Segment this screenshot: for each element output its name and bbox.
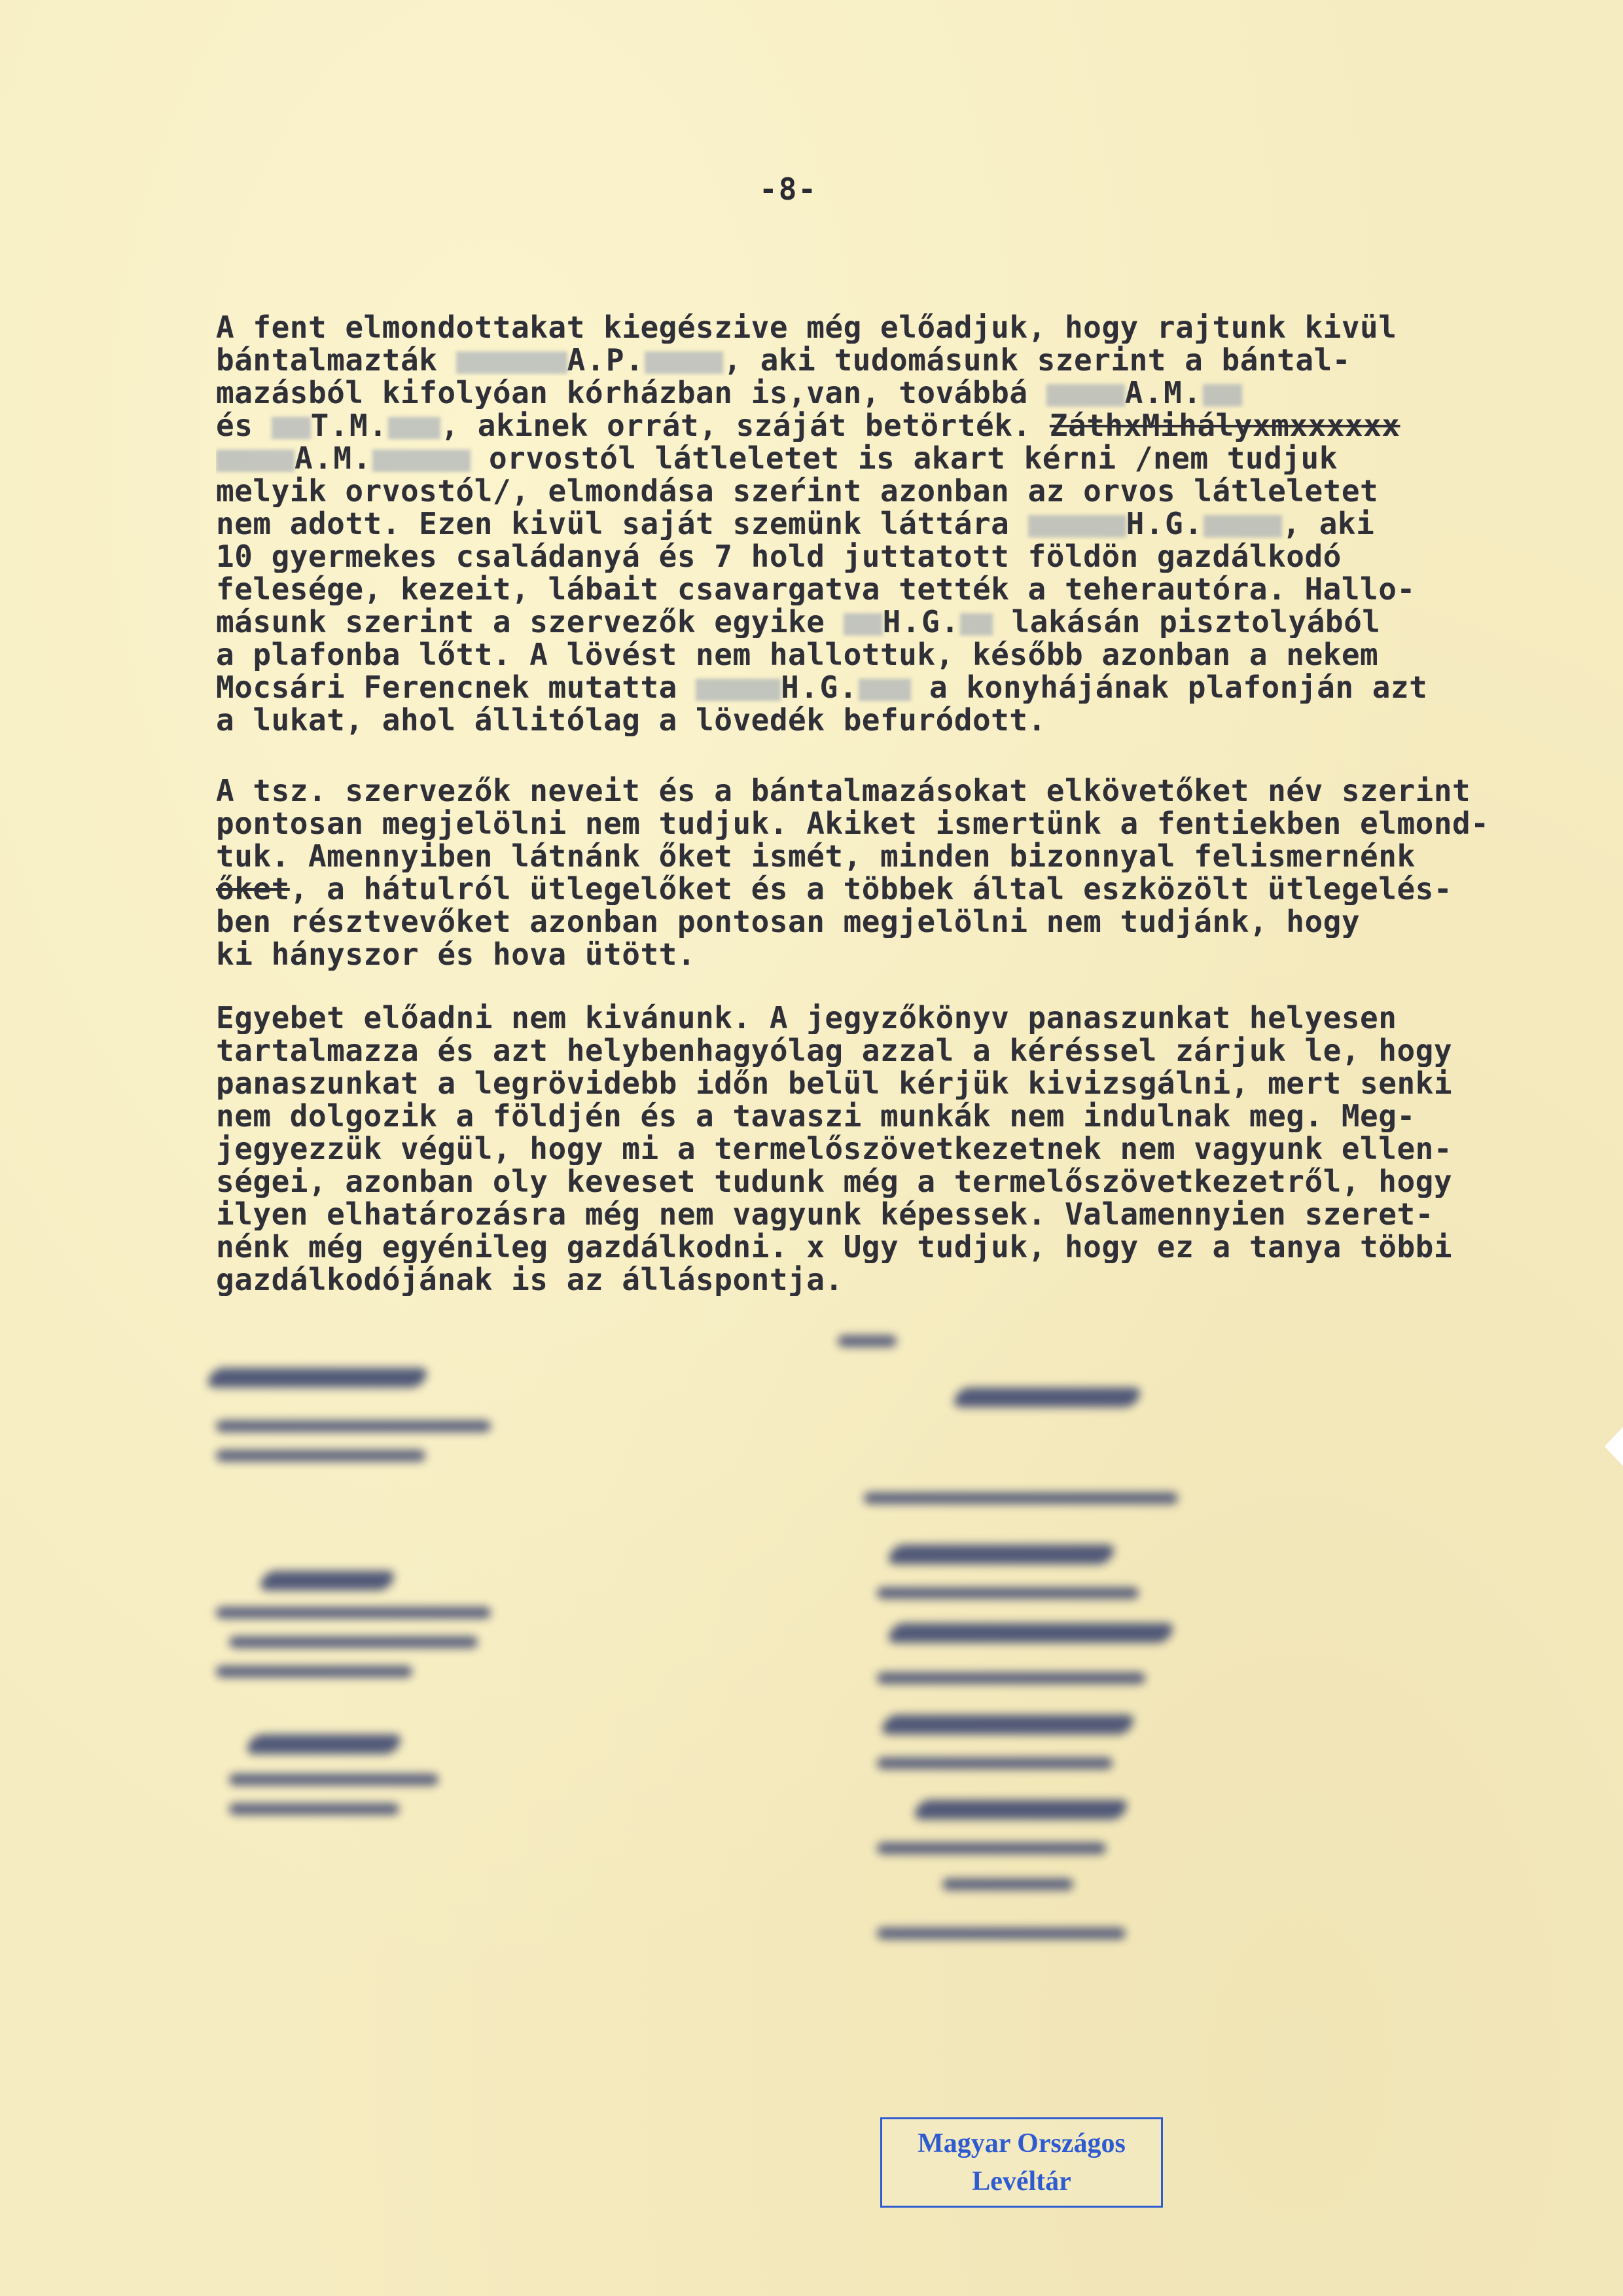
line-text: Mocsári Ferencnek mutatta bbox=[216, 671, 696, 704]
text-line bbox=[216, 442, 1564, 475]
signature-block bbox=[157, 1316, 1374, 1970]
line-text: gazdálkodójának is az álláspontja. bbox=[216, 1263, 844, 1296]
line-text: ben résztvevőket azonban pontosan megjelölni nem tudjánk, hogy bbox=[216, 905, 1361, 938]
text-line bbox=[216, 807, 1564, 840]
signature-name-line bbox=[229, 1636, 478, 1648]
text-line bbox=[216, 311, 1564, 344]
text-line bbox=[216, 1067, 1564, 1100]
line-text: pontosan megjelölni nem tudjuk. Akiket ismertünk a fentiekben elmond- bbox=[216, 807, 1489, 840]
text-line bbox=[216, 1132, 1564, 1165]
line-text: A tsz. szervezők neveit és a bántalmazásokat elkövetőket név szerint bbox=[216, 774, 1471, 807]
line-text: , aki bbox=[1282, 507, 1375, 540]
signature-name-line bbox=[864, 1492, 1178, 1504]
paragraph-perpetrators bbox=[216, 774, 1564, 971]
text-line bbox=[216, 1034, 1564, 1067]
redaction-blur bbox=[456, 351, 567, 374]
text-line bbox=[216, 605, 1564, 638]
text-line bbox=[216, 704, 1564, 736]
redaction-blur bbox=[1046, 384, 1125, 406]
text-line bbox=[216, 1165, 1564, 1198]
signature-name-line bbox=[216, 1420, 491, 1432]
line-text: nem adott. Ezen kivül saját szemünk láttára bbox=[216, 507, 1028, 540]
text-line bbox=[216, 475, 1564, 507]
line-text: orvostól látleletet is akart kérni /nem tudjuk bbox=[470, 442, 1338, 475]
line-text: nem dolgozik a földjén és a tavaszi munkák nem indulnak meg. Meg- bbox=[216, 1100, 1416, 1132]
signature-name-line bbox=[216, 1607, 491, 1619]
line-text: A fent elmondottakat kiegészive még előadjuk, hogy rajtunk kivül bbox=[216, 311, 1397, 344]
paragraph-testimony bbox=[216, 311, 1564, 736]
line-text: bántalmazták bbox=[216, 344, 456, 376]
text-line bbox=[216, 638, 1564, 671]
struck-text: őket bbox=[216, 872, 290, 905]
signature-scribble bbox=[205, 1368, 430, 1388]
text-line bbox=[216, 872, 1564, 905]
line-text: tartalmazza és azt helybenhagyólag azzal a kéréssel zárjuk le, hogy bbox=[216, 1034, 1453, 1067]
redaction-blur bbox=[960, 613, 993, 636]
line-text: ki hányszor és hova ütött. bbox=[216, 938, 696, 971]
line-text: ilyen elhatározásra még nem vagyunk képessek. Valamennyien szeret- bbox=[216, 1198, 1434, 1230]
redaction-blur bbox=[1204, 515, 1282, 537]
archive-stamp-line2: Levéltár bbox=[972, 2166, 1071, 2197]
redaction-blur bbox=[696, 679, 781, 701]
page-edge-notch bbox=[1605, 1427, 1623, 1466]
line-text: és bbox=[216, 409, 272, 442]
line-text: Egyebet előadni nem kivánunk. A jegyzőkönyv panaszunkat helyesen bbox=[216, 1001, 1397, 1034]
signature-scribble bbox=[951, 1388, 1143, 1407]
text-line bbox=[216, 344, 1564, 376]
redacted-name-initials: A.M. bbox=[294, 442, 372, 475]
signature-scribble bbox=[257, 1571, 397, 1590]
signature-name-line bbox=[942, 1878, 1073, 1890]
text-line bbox=[216, 573, 1564, 605]
line-text: a konyhájának plafonján azt bbox=[910, 671, 1428, 704]
line-text: mazásból kifolyóan kórházban is,van, továbbá bbox=[216, 376, 1046, 409]
text-line bbox=[216, 1263, 1564, 1296]
redaction-blur bbox=[1203, 384, 1242, 406]
line-text: melyik orvostól/, elmondása szeŕint azonban az orvos látleletet bbox=[216, 475, 1379, 507]
line-text: ségei, azonban oly keveset tudunk még a termelőszövetkezetről, hogy bbox=[216, 1165, 1453, 1198]
text-line bbox=[216, 376, 1564, 409]
line-text: másunk szerint a szervezők egyike bbox=[216, 605, 844, 638]
line-text: 10 gyermekes családanyá és 7 hold juttatott földön gazdálkodó bbox=[216, 540, 1342, 573]
signature-name-line bbox=[216, 1666, 412, 1677]
text-line bbox=[216, 671, 1564, 704]
text-line bbox=[216, 540, 1564, 573]
signature-scribble bbox=[885, 1545, 1117, 1564]
line-text: tuk. Amennyiben látnánk őket ismét, minden bizonnyal felismernénk bbox=[216, 840, 1416, 872]
redaction-blur bbox=[645, 351, 723, 374]
redaction-blur bbox=[216, 450, 294, 472]
signature-name-line bbox=[877, 1672, 1145, 1684]
line-text: , a hátulról ütlegelőket és a többek által eszközölt ütlegelés- bbox=[289, 872, 1453, 905]
signature-name-line bbox=[216, 1450, 425, 1462]
text-line bbox=[216, 938, 1564, 971]
signature-scribble bbox=[885, 1623, 1176, 1643]
signature-name-line bbox=[229, 1803, 399, 1815]
text-line bbox=[216, 905, 1564, 938]
line-text: nénk még egyénileg gazdálkodni. x Ugy tudjuk, hogy ez a tanya többi bbox=[216, 1230, 1453, 1263]
text-line bbox=[216, 1100, 1564, 1132]
line-text: lakásán pisztolyából bbox=[993, 605, 1381, 638]
line-text: panaszunkat a legrövidebb időn belül kérjük kivizsgálni, mert senki bbox=[216, 1067, 1453, 1100]
paragraph-closing bbox=[216, 1001, 1564, 1296]
signature-scribble bbox=[879, 1715, 1137, 1734]
redacted-name-initials: H.G. bbox=[882, 605, 961, 638]
text-line bbox=[216, 1001, 1564, 1034]
signature-scribble bbox=[912, 1800, 1130, 1820]
redacted-name-initials: A.M. bbox=[1124, 376, 1203, 409]
redaction-blur bbox=[388, 417, 440, 439]
page-number: -8- bbox=[759, 171, 818, 207]
text-line bbox=[216, 409, 1564, 442]
redacted-name-initials: H.G. bbox=[781, 671, 859, 704]
redaction-blur bbox=[859, 679, 911, 701]
signature-name-line bbox=[877, 1842, 1106, 1854]
line-text: jegyezzük végül, hogy mi a termelőszövetkezetnek nem vagyunk ellen- bbox=[216, 1132, 1453, 1165]
redaction-blur bbox=[372, 450, 471, 472]
line-text: , aki tudomásunk szerint a bántal- bbox=[723, 344, 1351, 376]
text-line bbox=[216, 774, 1564, 807]
text-line bbox=[216, 1230, 1564, 1263]
line-text: , akinek orrát, száját betörték. bbox=[440, 409, 1050, 442]
redacted-name-initials: H.G. bbox=[1126, 507, 1204, 540]
signature-scribble bbox=[244, 1734, 404, 1754]
signature-name-line bbox=[877, 1587, 1139, 1599]
redaction-blur bbox=[272, 417, 311, 439]
text-line bbox=[216, 507, 1564, 540]
line-text: a lukat, ahol állitólag a lövedék befuródott. bbox=[216, 704, 1046, 736]
archive-stamp-line1: Magyar Országos bbox=[918, 2128, 1126, 2159]
redaction-blur bbox=[844, 613, 883, 636]
signature-name-line bbox=[877, 1928, 1126, 1939]
signature-name-line bbox=[838, 1335, 897, 1347]
struck-text: ZáthxMihályxmxxxxxx bbox=[1049, 409, 1400, 442]
line-text: a plafonba lőtt. A lövést nem hallottuk, később azonban a nekem bbox=[216, 638, 1379, 671]
text-line bbox=[216, 1198, 1564, 1230]
redacted-name-initials: T.M. bbox=[310, 409, 389, 442]
text-line bbox=[216, 840, 1564, 872]
archive-stamp bbox=[880, 2117, 1163, 2208]
signature-name-line bbox=[877, 1757, 1113, 1769]
signature-name-line bbox=[229, 1774, 438, 1785]
line-text: felesége, kezeit, lábait csavargatva tették a teherautóra. Hallo- bbox=[216, 573, 1416, 605]
redacted-name-initials: A.P. bbox=[567, 344, 645, 376]
redaction-blur bbox=[1028, 515, 1126, 537]
